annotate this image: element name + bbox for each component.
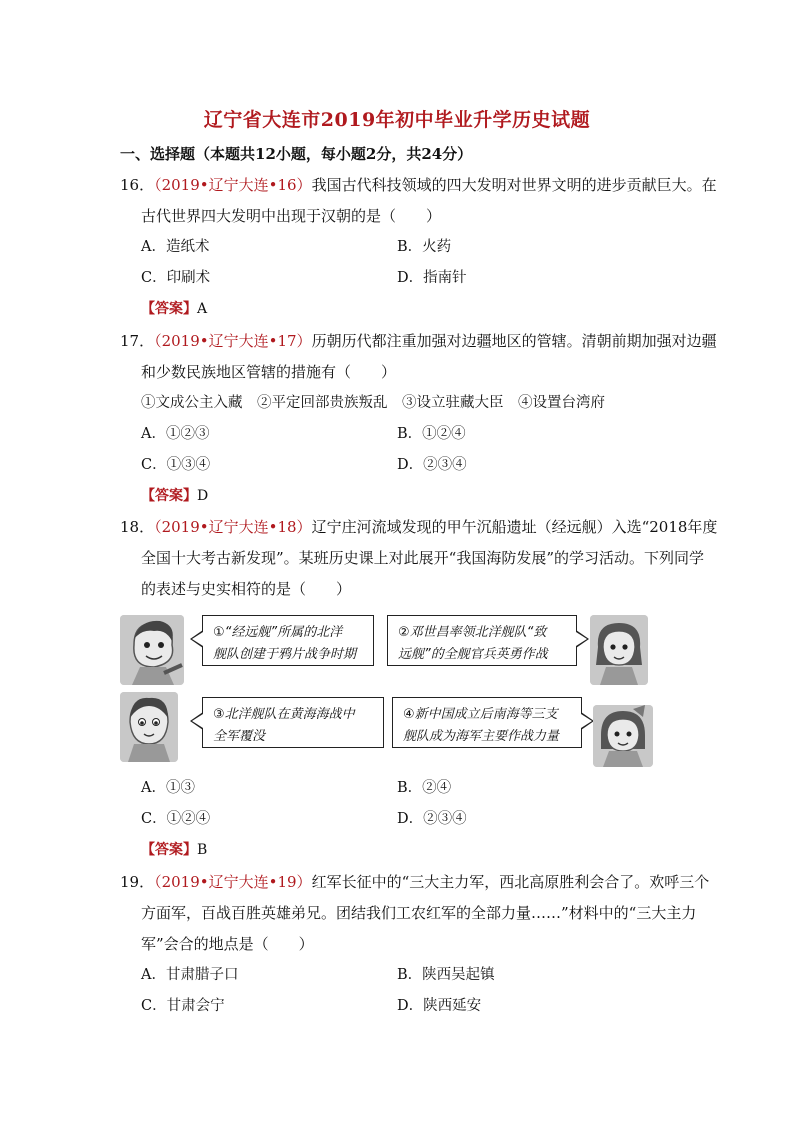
answer-tag: 【答案】 [141, 842, 197, 858]
girl-illustration-1 [590, 615, 648, 685]
question-18-stem [120, 517, 717, 537]
option-c: C．甘肃会宁 [141, 998, 225, 1014]
bubble-text: 舰队成为海军主要作战力量 [403, 729, 560, 744]
bubble-text: ②邓世昌率领北洋舰队“致 [398, 625, 547, 640]
question-text: 历朝历代都注重加强对边疆地区的管辖。清朝前期加强对边疆 [311, 332, 717, 350]
question-16-stem-cont: 古代世界四大发明中出现于汉朝的是（ ） [141, 207, 442, 225]
option-d: D．②③④ [397, 457, 467, 473]
bubble-text: ④新中国成立后南海等三支 [403, 707, 558, 722]
question-text: 红军长征中的“三大主力军，西北高原胜利会合了。欢呼三个 [311, 873, 710, 891]
bubble-text: 全军覆没 [213, 729, 266, 744]
question-18-stem-cont: 全国十大考古新发现”。某班历史课上对此展开“我国海防发展”的学习活动。下列同学 [141, 549, 705, 567]
boy-illustration-1 [120, 615, 184, 685]
section-heading: 一、选择题（本题共12小题，每小题2分，共24分） [120, 145, 473, 163]
speech-bubble-1 [202, 615, 374, 666]
option-a: A．造纸术 [141, 239, 210, 255]
option-d: D．指南针 [397, 270, 467, 286]
boy-illustration-2 [120, 692, 178, 762]
page-title: 辽宁省大连市2019年初中毕业升学历史试题 [203, 109, 591, 131]
speech-bubble-2 [387, 615, 577, 666]
option-a: A．①③ [141, 780, 195, 796]
question-source: （2019•辽宁大连•18） [154, 518, 312, 536]
option-d: D．陕西延安 [397, 998, 482, 1014]
option-a: A．甘肃腊子口 [141, 967, 239, 983]
question-number: 16． [120, 176, 155, 194]
option-d: D．②③④ [397, 811, 467, 827]
answer-value: D [197, 488, 209, 504]
bubble-text: 舰队创建于鸦片战争时期 [213, 647, 357, 662]
bubble-text: 远舰”的全舰官兵英勇作战 [398, 647, 548, 662]
answer-tag: 【答案】 [141, 301, 197, 317]
question-17-stem [120, 331, 717, 351]
question-number: 18． [120, 518, 155, 536]
option-a: A．①②③ [141, 426, 210, 442]
answer-value: B [197, 842, 208, 858]
answer-tag: 【答案】 [141, 488, 197, 504]
speech-bubble-3 [202, 697, 384, 748]
question-19-stem [120, 872, 709, 892]
answer-value: A [197, 301, 208, 317]
question-source: （2019•辽宁大连•19） [154, 873, 312, 891]
question-number: 17． [120, 332, 155, 350]
question-source: （2019•辽宁大连•16） [154, 176, 312, 194]
option-b: B．②④ [397, 780, 452, 796]
question-19-stem-cont: 方面军，百战百胜英雄弟兄。团结我们工农红军的全部力量……”材料中的“三大主力 [141, 904, 697, 922]
question-18-stem-cont2: 的表述与史实相符的是（ ） [141, 580, 352, 598]
option-c: C．①②④ [141, 811, 211, 827]
answer-17 [141, 486, 208, 506]
option-c: C．①③④ [141, 457, 211, 473]
bubble-text: ③北洋舰队在黄海海战中 [213, 707, 355, 722]
answer-16 [141, 299, 207, 319]
question-16-stem [120, 175, 717, 195]
girl-illustration-2 [593, 705, 653, 767]
option-b: B．火药 [397, 239, 452, 255]
answer-18 [141, 840, 207, 860]
option-b: B．①②④ [397, 426, 466, 442]
question-source: （2019•辽宁大连•17） [154, 332, 312, 350]
question-17-items: ①文成公主入藏 ②平定回部贵族叛乱 ③设立驻藏大臣 ④设置台湾府 [141, 395, 605, 411]
option-b: B．陕西吴起镇 [397, 967, 495, 983]
option-c: C．印刷术 [141, 270, 211, 286]
question-text: 我国古代科技领域的四大发明对世界文明的进步贡献巨大。在 [311, 176, 717, 194]
question-19-stem-cont2: 军”会合的地点是（ ） [141, 935, 314, 953]
question-number: 19． [120, 873, 155, 891]
question-text: 辽宁庄河流域发现的甲午沉船遗址（经远舰）入选“2018年度 [311, 518, 718, 536]
speech-bubble-4 [392, 697, 582, 748]
bubble-text: ①“经远舰”所属的北洋 [213, 625, 343, 640]
question-17-stem-cont: 和少数民族地区管辖的措施有（ ） [141, 363, 397, 381]
